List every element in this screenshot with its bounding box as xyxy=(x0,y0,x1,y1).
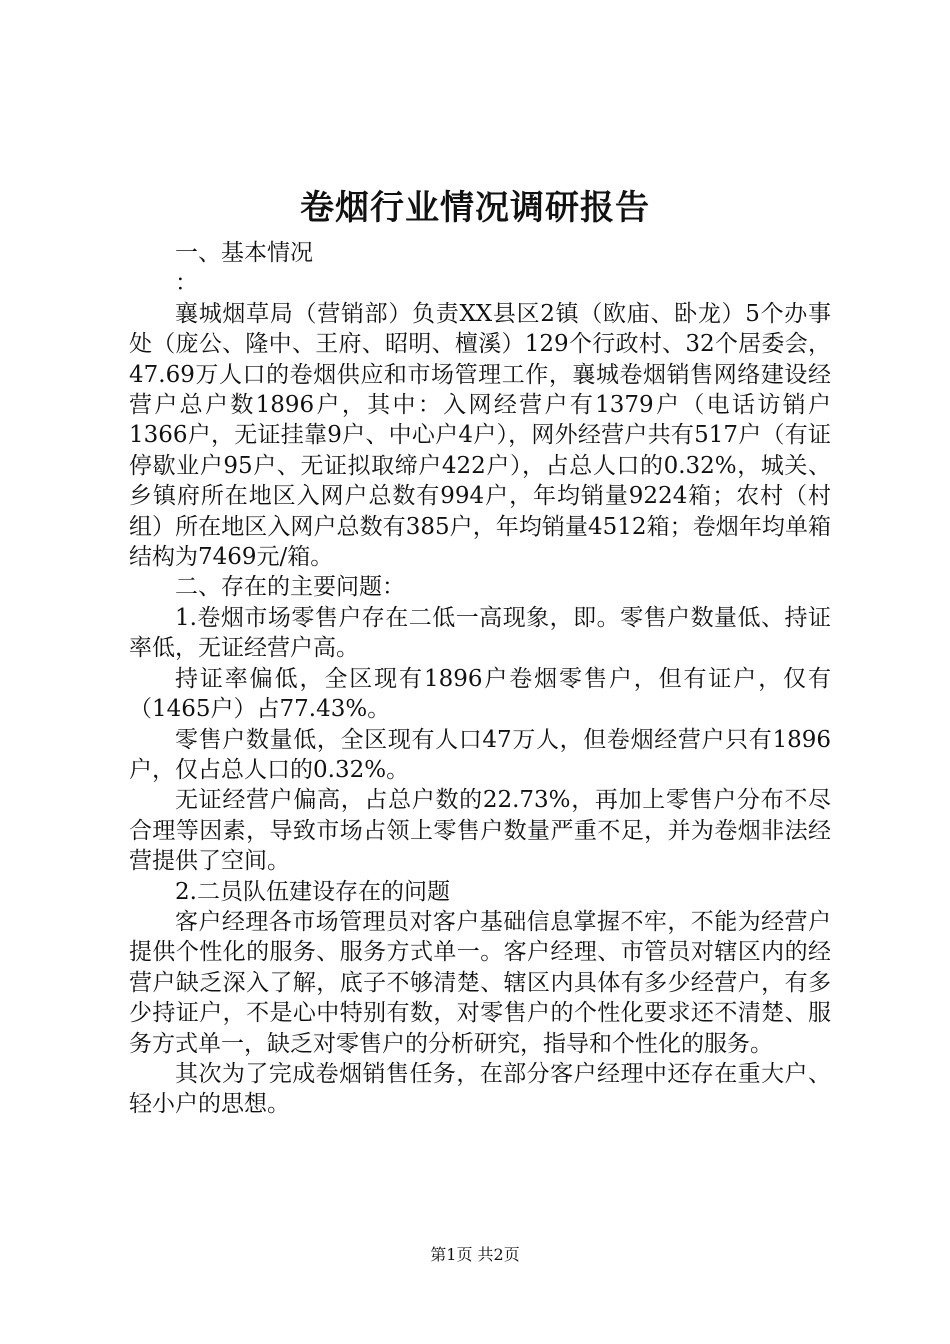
document-body xyxy=(129,238,831,1120)
page-title: 卷烟行业情况调研报告 xyxy=(300,188,650,228)
section-heading-basic: 一、基本情况 xyxy=(175,240,313,266)
paragraph-problem-2: 2.二员队伍建设存在的问题 xyxy=(175,878,450,905)
section-heading-problems: 二、存在的主要问题： xyxy=(175,574,405,601)
colon-line: ： xyxy=(175,270,198,297)
paragraph-unlicensed: 无证经营户偏高，占总户数的22.73%，再加上零售户分布不尽合理等因素，导致市场占领上零售户数量严重不足，并为卷烟非法经营提供了空间。 xyxy=(129,787,831,875)
page-footer: 第1页 共2页 xyxy=(430,1245,520,1264)
paragraph-problem-1: 1.卷烟市场零售户存在二低一高现象，即。零售户数量低、持证率低，无证经营户高。 xyxy=(129,604,831,662)
paragraph-secondly: 其次为了完成卷烟销售任务，在部分客户经理中还存在重大户、轻小户的思想。 xyxy=(129,1060,831,1118)
paragraph-account-managers: 客户经理各市场管理员对客户基础信息掌握不牢，不能为经营户提供个性化的服务、服务方式单一。客户经理、市管员对辖区内的经营户缺乏深入了解，底子不够清楚、辖区内具体有多少经营户，有多少持证户，不是心中特别有数，对零售户的个性化要求还不清楚、服务方式单一，缺乏对零售户的分析研究，指导和个性化的服务。 xyxy=(129,908,831,1057)
paragraph-retailer-count: 零售户数量低，全区现有人口47万人，但卷烟经营户只有1896户，仅占总人口的0.32%。 xyxy=(129,726,831,783)
paragraph-overview: 襄城烟草局（营销部）负责XX县区2镇（欧庙、卧龙）5个办事处（庞公、隆中、王府、昭明、檀溪）129个行政村、32个居委会，47.69万人口的卷烟供应和市场管理工作，襄城卷烟销售网络建设经营户总户数1896户，其中：入网经营户有1379户（电话访销户1366户，无证挂靠9户、中心户4户），网外经营户共有517户（有证停歇业户95户、无证拟取缔户422户），占总人口的0.32%，城关、乡镇府所在地区入网户总数有994户，年均销量9224箱；农村（村组）所在地区入网户总数有385户，年均销量4512箱；卷烟年均单箱结构为7469元/箱。 xyxy=(129,300,831,571)
paragraph-license-rate: 持证率偏低，全区现有1896户卷烟零售户，但有证户，仅有（1465户）占77.43%。 xyxy=(129,665,831,723)
